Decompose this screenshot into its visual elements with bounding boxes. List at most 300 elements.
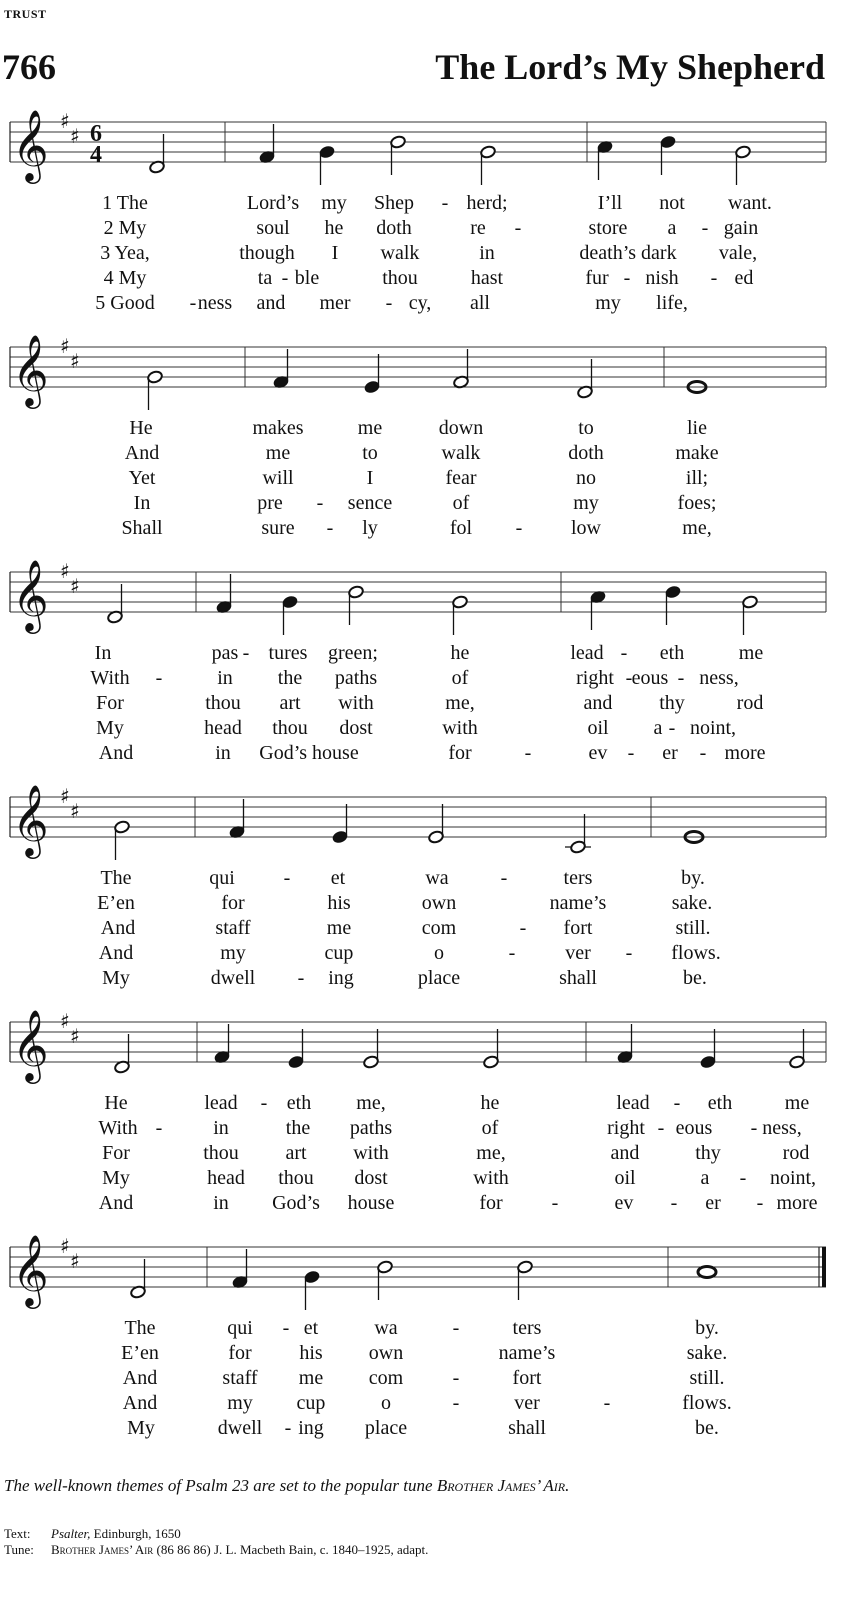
lyric-syllable: he (324, 217, 344, 239)
text-credit-label: Text: (4, 1526, 31, 1541)
lyric-syllable: thou (203, 1142, 239, 1164)
lyric-syllable: - (242, 642, 250, 664)
lyric-syllable: all (470, 292, 490, 314)
lyric-syllable: me, (356, 1092, 386, 1114)
lyric-syllable: ters (563, 867, 593, 889)
lyric-syllable: me (784, 1092, 810, 1114)
lyric-syllable: cup (296, 1392, 326, 1414)
lyric-syllable: of (451, 667, 469, 689)
half-note (377, 1260, 394, 1274)
lyric-syllable: rod (782, 1142, 810, 1164)
lyric-syllable: et (303, 1317, 319, 1339)
lyric-syllable: walk (441, 442, 481, 464)
lyric-syllable: My (102, 967, 130, 989)
lyric-syllable: pre (257, 492, 283, 514)
lyric-syllable: He (104, 1092, 128, 1114)
lyric-syllable: - (283, 867, 291, 889)
lyric-syllable: house (347, 1192, 395, 1214)
note-tune-name: Brother James’ Air. (436, 1476, 570, 1495)
lyric-syllable: paths (334, 667, 378, 689)
sharp-f: ♯ (60, 784, 70, 808)
half-note (363, 1055, 380, 1069)
lyric-syllable: lead (616, 1092, 650, 1114)
half-note (517, 1260, 534, 1274)
lyric-syllable: And (98, 742, 134, 764)
half-note (114, 820, 131, 834)
lyric-syllable: with (442, 717, 478, 739)
lyric-syllable: - (284, 1417, 292, 1439)
lyric-syllable: still. (689, 1367, 725, 1389)
lyric-syllable: - (452, 1392, 460, 1414)
lyric-syllable: want. (728, 192, 772, 214)
staff (0, 1008, 847, 1090)
lyric-syllable: I’ll (597, 192, 623, 214)
time-sig-bottom: 4 (90, 142, 102, 168)
quarter-note (288, 1055, 305, 1069)
lyric-syllable: dwell (210, 967, 256, 989)
sharp-f: ♯ (60, 109, 70, 133)
lyric-syllable: make (675, 442, 719, 464)
half-note (348, 585, 365, 599)
lyric-syllable: - (677, 667, 685, 689)
time-sig-top: 6 (90, 121, 102, 147)
lyric-syllable: - (670, 1192, 678, 1214)
lyric-syllable: to (362, 442, 378, 464)
staff (0, 1233, 847, 1315)
sharp-c: ♯ (70, 1024, 80, 1048)
lyric-syllable: tures (268, 642, 308, 664)
lyric-syllable: qui (227, 1317, 253, 1339)
half-note (742, 595, 759, 609)
staff (0, 108, 847, 190)
lyric-syllable: The (100, 867, 132, 889)
lyric-syllable: noint, (769, 1167, 817, 1189)
lyric-syllable: ness (197, 292, 233, 314)
lyric-syllable: and (610, 1142, 640, 1164)
lyric-syllable: his (299, 1342, 323, 1364)
lyric-syllable: of (481, 1117, 499, 1139)
final-barline-thick (822, 1247, 826, 1287)
lyric-syllable: place (364, 1417, 408, 1439)
lyric-syllable: rod (736, 692, 764, 714)
lyric-syllable: still. (675, 917, 711, 939)
lyric-syllable: Lord’s (246, 192, 300, 214)
lyric-syllable: down (438, 417, 484, 439)
lyric-syllable: me, (445, 692, 475, 714)
lyric-syllable: staff (215, 917, 251, 939)
lyric-syllable: art (279, 692, 301, 714)
quarter-note (364, 380, 381, 394)
lyric-syllable: And (100, 917, 136, 939)
lyric-syllable: E’en (121, 1342, 159, 1364)
lyric-syllable: - (281, 267, 289, 289)
lyric-syllable: walk (380, 242, 420, 264)
lyric-syllable: E’en (97, 892, 135, 914)
lyric-syllable: be. (683, 967, 707, 989)
hymn-number: 766 (2, 47, 56, 87)
lyric-syllable: With (98, 1117, 138, 1139)
lyric-syllable: mer (319, 292, 351, 314)
sharp-f: ♯ (60, 559, 70, 583)
lyric-syllable: God’s (272, 1192, 320, 1214)
lyric-syllable: makes (252, 417, 304, 439)
lyric-syllable: - (524, 742, 532, 764)
lyric-syllable: with (473, 1167, 509, 1189)
whole-note (698, 1267, 716, 1278)
lyric-syllable: a (653, 717, 663, 739)
treble-clef: 𝄞 (12, 1008, 49, 1081)
lyric-syllable: more (776, 1192, 818, 1214)
lyric-syllable: 1 The (102, 192, 148, 214)
text-credit-detail: Edinburgh, 1650 (90, 1526, 181, 1541)
sharp-f: ♯ (60, 334, 70, 358)
lyric-syllable: ble (294, 267, 320, 289)
music-system (0, 333, 847, 550)
section-label: TRUST (4, 7, 47, 21)
lyric-syllable: wa (374, 1317, 398, 1339)
music-system (0, 558, 847, 775)
lyric-syllable: of (452, 492, 470, 514)
lyric-syllable: fur (585, 267, 609, 289)
lyric-syllable: eth (707, 1092, 733, 1114)
lyric-syllable: thou (272, 717, 308, 739)
lyric-syllable: head (204, 717, 242, 739)
lyric-syllable: dost (339, 717, 373, 739)
lyric-syllable: for (448, 742, 472, 764)
half-note (789, 1055, 806, 1069)
quarter-note (332, 830, 349, 844)
lyric-syllable: - (625, 942, 633, 964)
music-system (0, 783, 847, 1000)
lyric-syllable: er (705, 1192, 721, 1214)
lyric-syllable: ters (512, 1317, 542, 1339)
quarter-note (665, 585, 682, 599)
lyric-syllable: vale, (718, 242, 758, 264)
lyric-syllable: - (519, 917, 527, 939)
sharp-c: ♯ (70, 124, 80, 148)
lyric-syllable: store (588, 217, 628, 239)
lyric-syllable: My (127, 1417, 155, 1439)
lyric-syllable: - (155, 667, 163, 689)
sharp-c: ♯ (70, 349, 80, 373)
lyric-syllable: eth (286, 1092, 312, 1114)
lyric-syllable: my (573, 492, 599, 514)
lyric-syllable: thou (205, 692, 241, 714)
lyric-syllable: - (316, 492, 324, 514)
lyric-syllable: herd; (466, 192, 508, 214)
lyric-syllable: 3 Yea, (100, 242, 150, 264)
lyric-syllable: eous (631, 667, 669, 689)
lyric-syllable: - (515, 517, 523, 539)
lyric-syllable: lead (204, 1092, 238, 1114)
lyric-syllable: foes; (677, 492, 717, 514)
lyric-syllable: - (710, 267, 718, 289)
lyric-syllable: Shall (121, 517, 163, 539)
lyric-syllable: shall (559, 967, 597, 989)
lyric-syllable: place (417, 967, 461, 989)
lyric-syllable: for (221, 892, 245, 914)
lyric-syllable: be. (695, 1417, 719, 1439)
half-note (428, 830, 445, 844)
lyric-syllable: lead (570, 642, 604, 664)
music-system (0, 1233, 847, 1450)
half-note (452, 595, 469, 609)
quarter-note (660, 135, 677, 149)
tune-credit-name: Brother James’ Air (51, 1542, 154, 1557)
lyric-syllable: - (623, 267, 631, 289)
lyric-syllable: ness, (762, 1117, 802, 1139)
lyric-syllable: o (381, 1392, 391, 1414)
lyric-syllable: though (239, 242, 295, 264)
lyric-syllable: - (603, 1392, 611, 1414)
lyric-syllable: with (353, 1142, 389, 1164)
music-system (0, 1008, 847, 1225)
lyric-syllable: to (578, 417, 594, 439)
hymn-title: The Lord’s My Shepherd (435, 47, 825, 87)
lyric-syllable: my (227, 1392, 253, 1414)
half-note (570, 840, 587, 854)
lyric-syllable: for (479, 1192, 503, 1214)
lyric-syllable: - (155, 1117, 163, 1139)
lyric-syllable: nish (645, 267, 679, 289)
lyric-syllable: my (595, 292, 621, 314)
lyric-syllable: my (220, 942, 246, 964)
lyric-syllable: hast (470, 267, 504, 289)
sharp-f: ♯ (60, 1234, 70, 1258)
lyric-syllable: death’s dark (579, 242, 677, 264)
lyric-syllable: sence (347, 492, 393, 514)
lyric-syllable: - (282, 1317, 290, 1339)
lyric-syllable: - (385, 292, 393, 314)
lyric-syllable: 4 My (103, 267, 147, 289)
lyric-syllable: - (452, 1317, 460, 1339)
lyric-syllable: And (124, 442, 160, 464)
lyric-syllable: ta (257, 267, 273, 289)
half-note (735, 145, 752, 159)
lyric-syllable: gain (723, 217, 759, 239)
staff (0, 558, 847, 640)
lyric-syllable: me (298, 1367, 324, 1389)
lyric-syllable: will (262, 467, 294, 489)
lyric-syllable: ing (298, 1417, 324, 1439)
lyric-syllable: - (452, 1367, 460, 1389)
staff (0, 783, 847, 865)
lyric-syllable: fort (512, 1367, 542, 1389)
lyric-syllable: for (228, 1342, 252, 1364)
lyric-syllable: no (576, 467, 596, 489)
lyric-syllable: flows. (682, 1392, 732, 1414)
note-text: The well-known themes of Psalm 23 are set to the popular tune (4, 1476, 437, 1495)
lyric-syllable: For (102, 1142, 130, 1164)
lyric-syllable: And (122, 1367, 158, 1389)
lyric-syllable: pas (211, 642, 239, 664)
lyric-syllable: not (659, 192, 685, 214)
lyric-syllable: oil (587, 717, 609, 739)
treble-clef: 𝄞 (12, 1233, 49, 1306)
lyric-syllable: a (667, 217, 677, 239)
lyric-syllable: - (441, 192, 449, 214)
lyric-syllable: - (551, 1192, 559, 1214)
lyric-syllable: doth (376, 217, 412, 239)
lyric-syllable: re (470, 217, 486, 239)
lyric-syllable: - (500, 867, 508, 889)
lyric-syllable: staff (222, 1367, 258, 1389)
lyric-syllable: Shep (374, 192, 414, 214)
lyric-syllable: - (673, 1092, 681, 1114)
lyric-syllable: ev (588, 742, 608, 764)
lyric-syllable: fear (445, 467, 477, 489)
lyric-syllable: art (285, 1142, 307, 1164)
lyric-syllable: thy (695, 1142, 721, 1164)
lyric-syllable: by. (695, 1317, 719, 1339)
lyric-syllable: paths (349, 1117, 393, 1139)
lyric-syllable: ver (514, 1392, 540, 1414)
sharp-c: ♯ (70, 1249, 80, 1273)
lyric-syllable: - (657, 1117, 665, 1139)
lyric-syllable: 5 Good (95, 292, 155, 314)
sharp-f: ♯ (60, 1009, 70, 1033)
lyric-syllable: oil (614, 1167, 636, 1189)
lyric-syllable: he (450, 642, 470, 664)
lyric-syllable: - (756, 1192, 764, 1214)
lyric-syllable: in (213, 1192, 229, 1214)
lyric-syllable: - (260, 1092, 268, 1114)
lyric-syllable: - (701, 217, 709, 239)
lyric-syllable: o (434, 942, 444, 964)
lyric-syllable: right (576, 667, 614, 689)
sharp-c: ♯ (70, 799, 80, 823)
lyric-syllable: God’s house (259, 742, 359, 764)
lyric-syllable: - (620, 642, 628, 664)
lyric-syllable: thou (382, 267, 418, 289)
lyric-syllable: - (326, 517, 334, 539)
lyric-syllable: shall (508, 1417, 546, 1439)
lyric-syllable: He (129, 417, 153, 439)
lyric-syllable: right (607, 1117, 645, 1139)
lyric-syllable: in (479, 242, 495, 264)
lyric-syllable: dost (354, 1167, 388, 1189)
lyric-syllable: Yet (128, 467, 156, 489)
lyric-syllable: low (571, 517, 601, 539)
lyric-syllable: eth (659, 642, 685, 664)
quarter-note (319, 145, 336, 159)
lyric-syllable: In (94, 642, 112, 664)
lyric-syllable: My (96, 717, 124, 739)
music-system (0, 108, 847, 325)
lyric-syllable: with (338, 692, 374, 714)
treble-clef: 𝄞 (12, 558, 49, 631)
lyric-syllable: fol (449, 517, 473, 539)
lyric-syllable: dwell (217, 1417, 263, 1439)
lyric-syllable: own (421, 892, 457, 914)
lyric-syllable: The (124, 1317, 156, 1339)
lyric-syllable: head (207, 1167, 245, 1189)
tune-credit (4, 1542, 428, 1558)
lyric-syllable: In (133, 492, 151, 514)
lyric-syllable: 2 My (103, 217, 147, 239)
half-note (147, 370, 164, 384)
quarter-note (700, 1055, 717, 1069)
lyric-syllable: - (297, 967, 305, 989)
half-note (480, 145, 497, 159)
lyric-syllable: sake. (671, 892, 713, 914)
lyric-syllable: in (213, 1117, 229, 1139)
lyric-syllable: And (98, 942, 134, 964)
quarter-note (304, 1270, 321, 1284)
lyric-syllable: me (357, 417, 383, 439)
lyric-syllable: - (750, 1117, 758, 1139)
lyric-syllable: com (368, 1367, 404, 1389)
lyric-syllable: ill; (685, 467, 709, 489)
lyric-syllable: the (285, 1117, 311, 1139)
lyric-syllable: - (668, 717, 676, 739)
lyric-syllable: his (327, 892, 351, 914)
credits (4, 1526, 428, 1558)
lyric-syllable: ev (614, 1192, 634, 1214)
lyric-syllable: life, (656, 292, 688, 314)
lyric-syllable: fort (563, 917, 593, 939)
lyric-syllable: name’s (549, 892, 607, 914)
lyric-syllable: ly (362, 517, 378, 539)
sharp-c: ♯ (70, 574, 80, 598)
lyric-syllable: I (366, 467, 374, 489)
lyric-syllable: I (331, 242, 339, 264)
text-credit-source: Psalter, (51, 1526, 91, 1541)
lyric-syllable: lie (687, 417, 707, 439)
text-credit (4, 1526, 428, 1542)
lyric-syllable: qui (209, 867, 235, 889)
lyric-syllable: and (583, 692, 613, 714)
treble-clef: 𝄞 (12, 333, 49, 406)
lyric-syllable: by. (681, 867, 705, 889)
lyric-syllable: And (122, 1392, 158, 1414)
lyric-syllable: me, (476, 1142, 506, 1164)
lyric-syllable: - (514, 217, 522, 239)
lyric-syllable: With (90, 667, 130, 689)
lyric-syllable: doth (568, 442, 604, 464)
lyric-syllable: sure (261, 517, 295, 539)
lyric-syllable: - (508, 942, 516, 964)
lyric-syllable: ness, (699, 667, 739, 689)
lyric-syllable: wa (425, 867, 449, 889)
lyric-syllable: My (102, 1167, 130, 1189)
lyric-syllable: cy, (408, 292, 432, 314)
half-note (390, 135, 407, 149)
lyric-syllable: a (700, 1167, 710, 1189)
lyric-syllable: er (662, 742, 678, 764)
lyric-syllable: soul (256, 217, 290, 239)
half-note (483, 1055, 500, 1069)
tune-credit-detail: (86 86 86) J. L. Macbeth Bain, c. 1840–1925, adapt. (153, 1542, 429, 1557)
lyric-syllable: - (699, 742, 707, 764)
lyric-syllable: et (330, 867, 346, 889)
treble-clef: 𝄞 (12, 108, 49, 181)
lyric-syllable: - (189, 292, 197, 314)
lyric-syllable: - (625, 667, 633, 689)
lyric-syllable: ver (565, 942, 591, 964)
lyric-syllable: me, (682, 517, 712, 539)
lyric-syllable: he (480, 1092, 500, 1114)
lyric-syllable: - (739, 1167, 747, 1189)
lyric-syllable: more (724, 742, 766, 764)
lyric-syllable: me (326, 917, 352, 939)
lyric-syllable: ing (328, 967, 354, 989)
lyric-syllable: thy (659, 692, 685, 714)
lyric-syllable: And (98, 1192, 134, 1214)
lyric-syllable: flows. (671, 942, 721, 964)
lyric-syllable: in (215, 742, 231, 764)
lyric-syllable: me (738, 642, 764, 664)
